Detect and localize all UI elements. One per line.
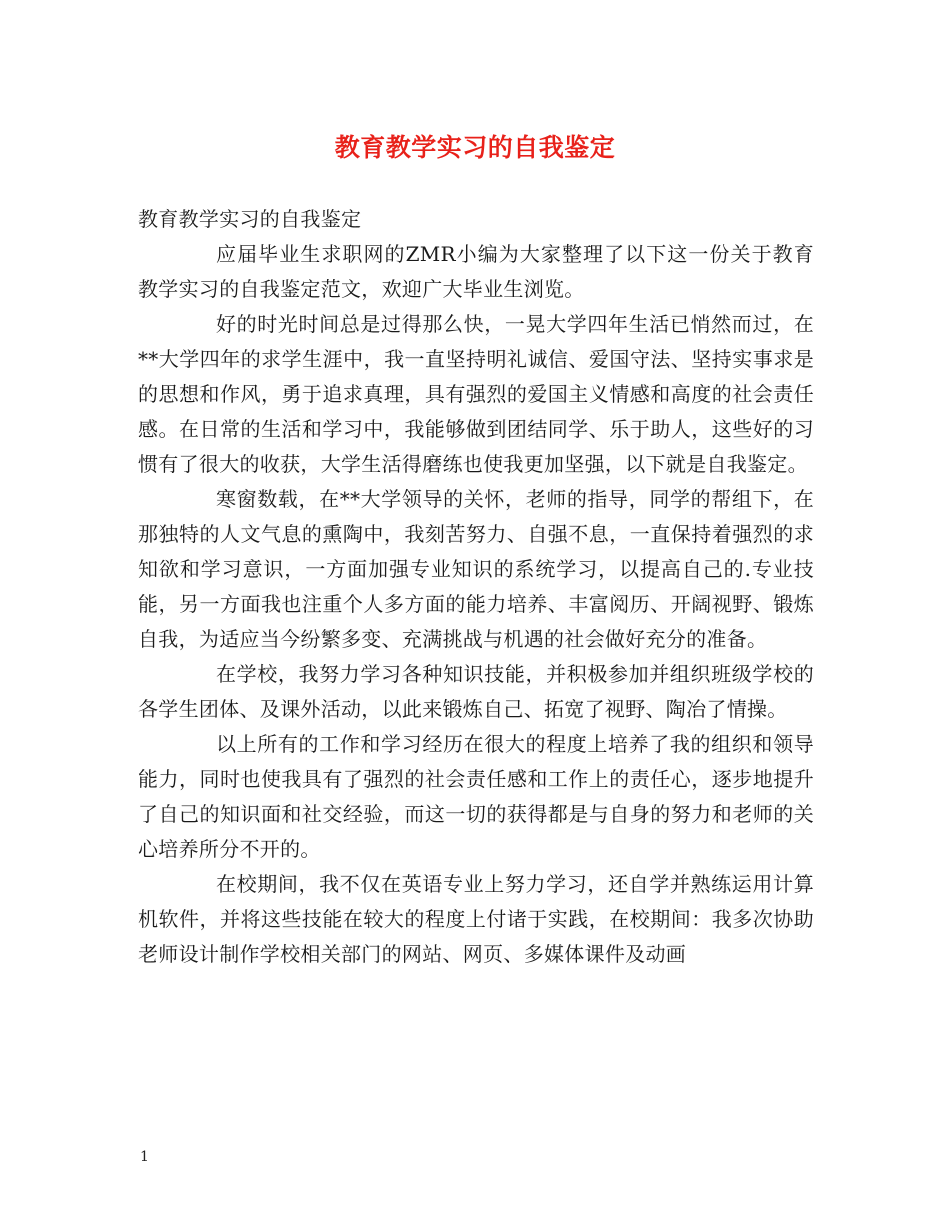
paragraph: 以上所有的工作和学习经历在很大的程度上培养了我的组织和领导能力，同时也使我具有了强烈的社会责任感和工作上的责任心，逐步地提升了自己的知识面和社交经验，而这一切的获得都是与自身的努力和老师的关心培养所分不开的。 <box>138 732 814 861</box>
paragraph: 在校期间，我不仅在英语专业上努力学习，还自学并熟练运用计算机软件，并将这些技能在较大的程度上付诸于实践，在校期间：我多次协助老师设计制作学校相关部门的网站、网页、多媒体课件及动画 <box>138 872 814 966</box>
paragraph: 寒窗数载，在**大学领导的关怀，老师的指导，同学的帮组下，在那独特的人文气息的熏陶中，我刻苦努力、自强不息，一直保持着强烈的求知欲和学习意识，一方面加强专业知识的系统学习，以提高自己的.专业技能，另一方面我也注重个人多方面的能力培养、丰富阅历、开阔视野、锻炼自我，为适应当今纷繁多变、充满挑战与机遇的社会做好充分的准备。 <box>138 487 814 651</box>
paragraph: 应届毕业生求职网的ZMR小编为大家整理了以下这一份关于教育教学实习的自我鉴定范文，欢迎广大毕业生浏览。 <box>138 242 814 301</box>
paragraph: 在学校，我努力学习各种知识技能，并积极参加并组织班级学校的各学生团体、及课外活动，以此来锻炼自己、拓宽了视野、陶冶了情操。 <box>138 662 814 721</box>
document-title: 教育教学实习的自我鉴定 <box>334 133 616 162</box>
paragraph: 好的时光时间总是过得那么快，一晃大学四年生活已悄然而过，在**大学四年的求学生涯中，我一直坚持明礼诚信、爱国守法、坚持实事求是的思想和作风，勇于追求真理，具有强烈的爱国主义情感和高度的社会责任感。在日常的生活和学习中，我能够做到团结同学、乐于助人，这些好的习惯有了很大的收获，大学生活得磨练也使我更加坚强，以下就是自我鉴定。 <box>138 312 814 476</box>
page-number: 1 <box>140 1149 149 1165</box>
document-subtitle: 教育教学实习的自我鉴定 <box>138 207 362 231</box>
document-body <box>138 202 814 972</box>
